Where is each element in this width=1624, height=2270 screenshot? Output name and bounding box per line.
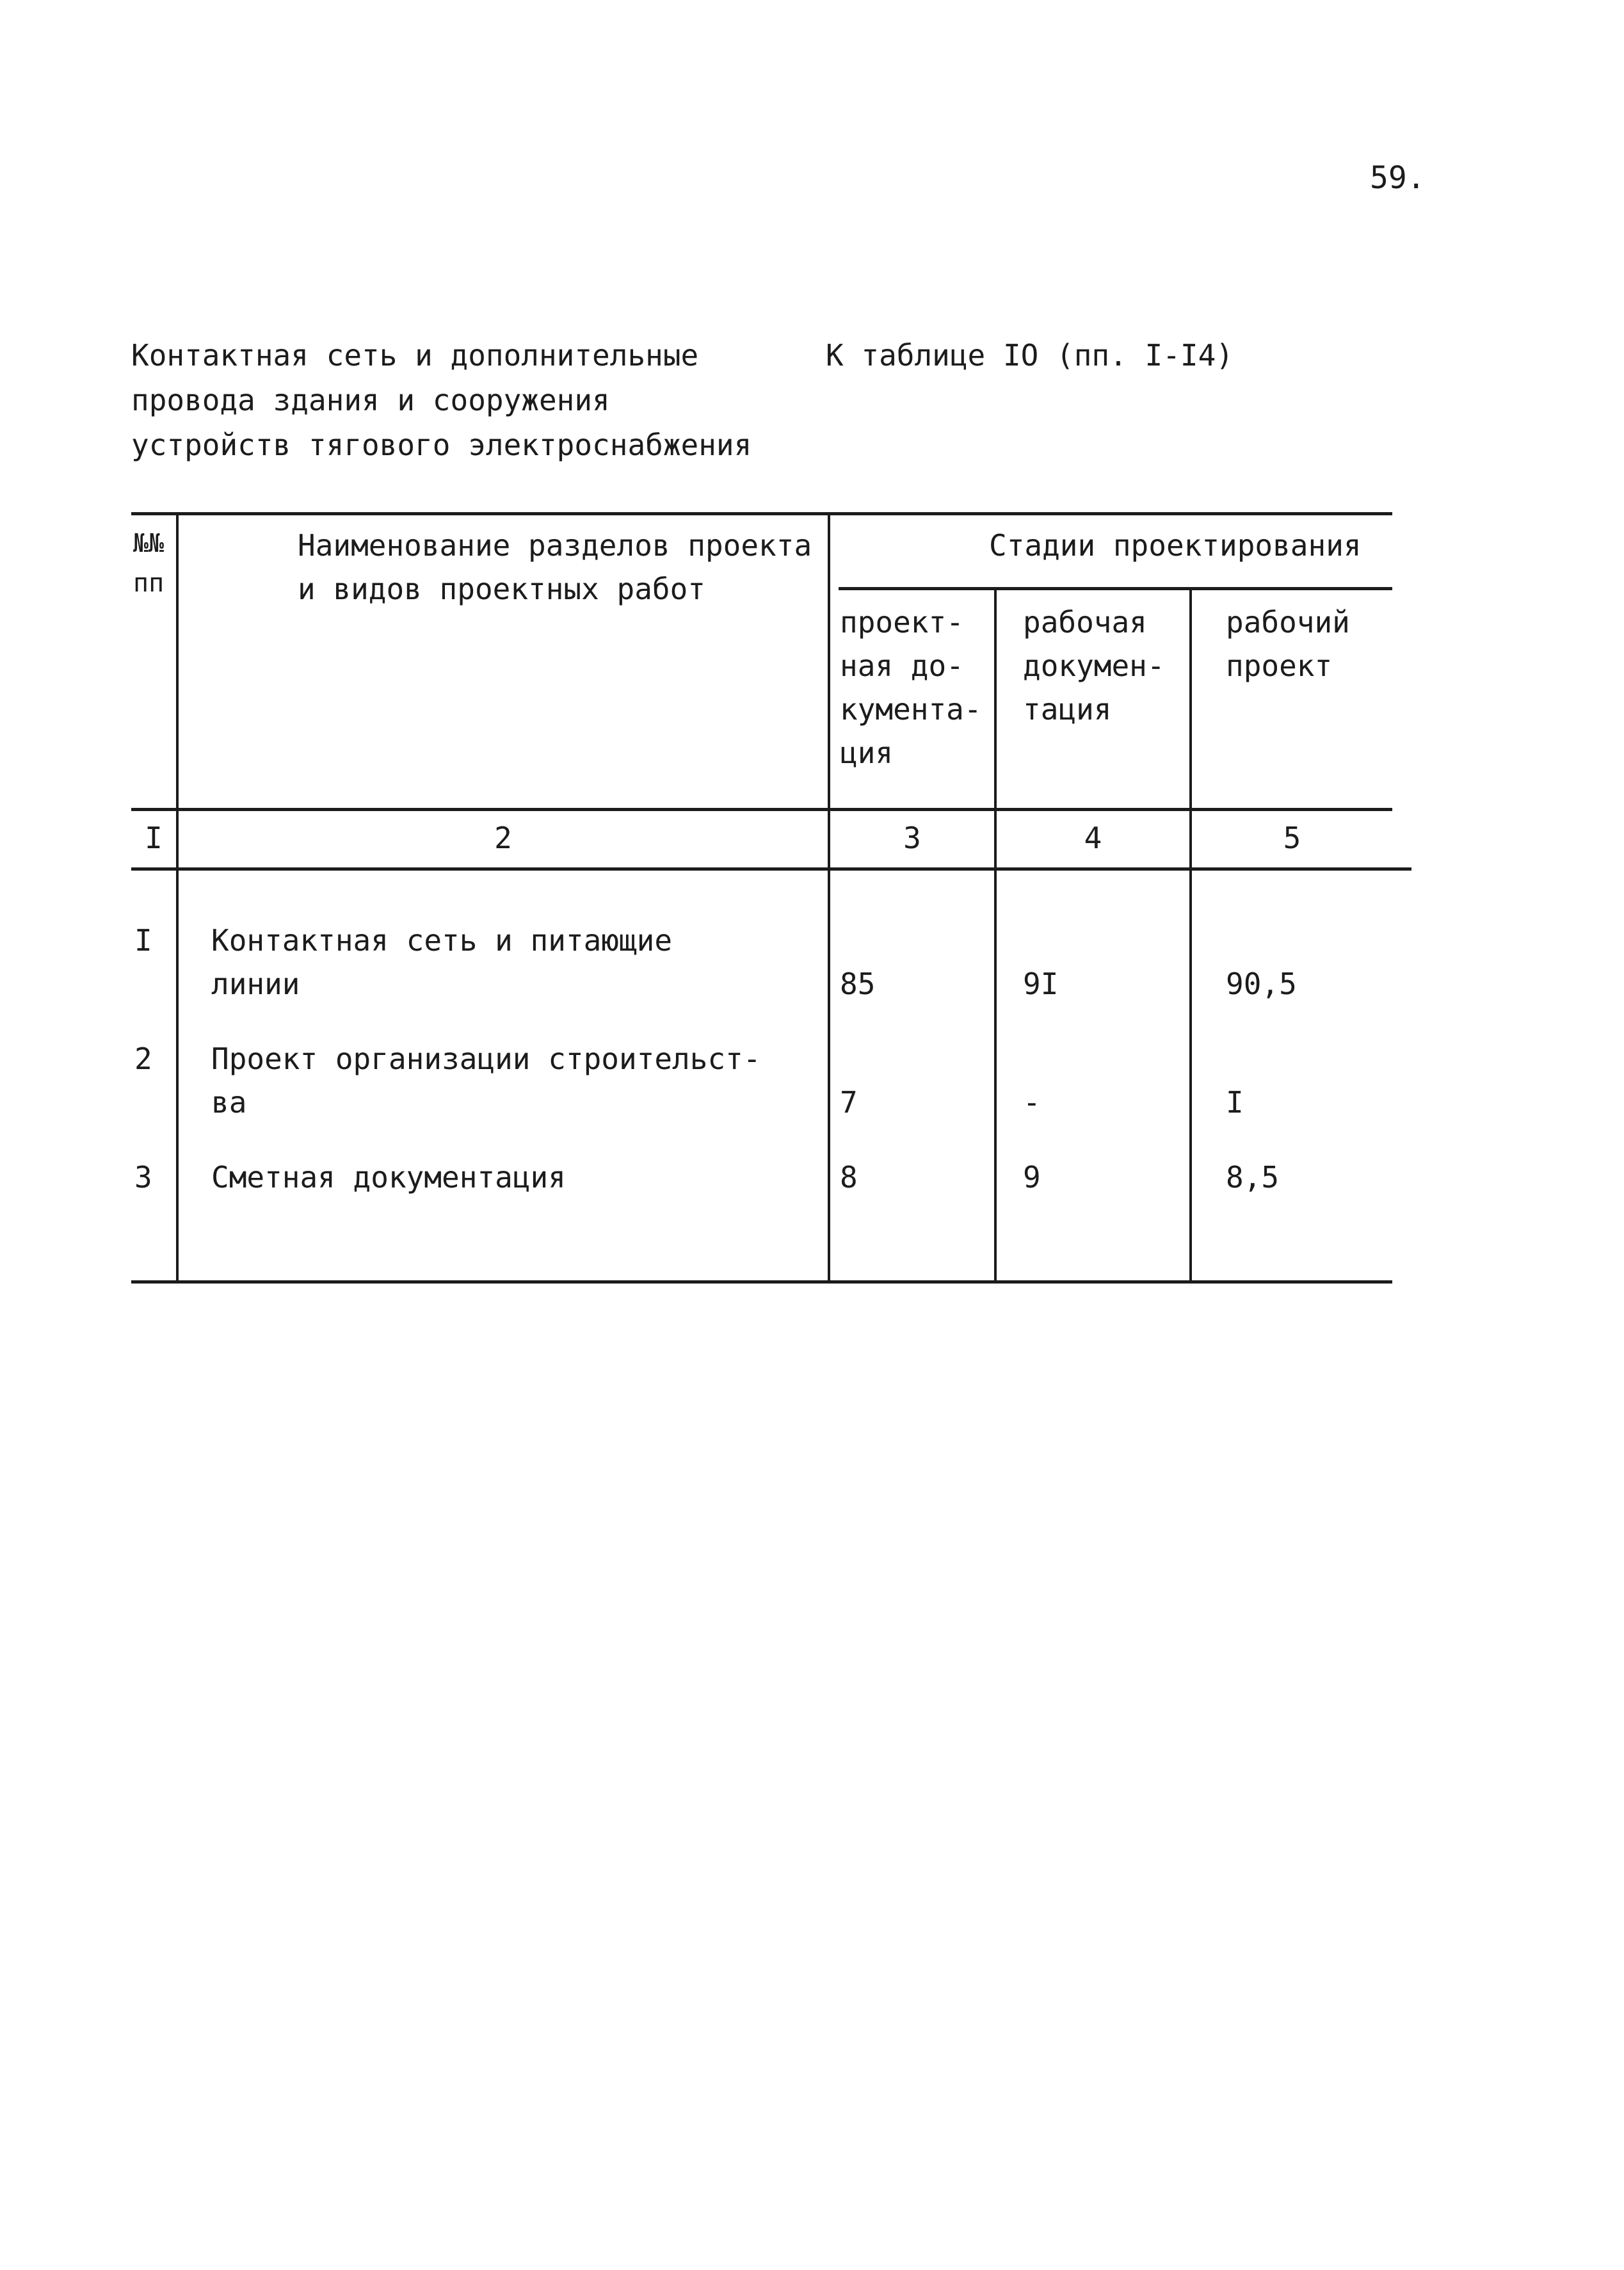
header-name: Наименование разделов проекта и видов проектных работ	[298, 528, 812, 606]
column-divider	[1189, 589, 1192, 1280]
header-no: №№ пп	[133, 529, 165, 598]
header-col5: рабочий проект	[1226, 605, 1350, 683]
heading-line: устройств тягового электроснабжения	[131, 428, 752, 462]
column-divider	[994, 589, 997, 1280]
header-col3: проект- ная до- кумента- ция	[840, 605, 982, 770]
row-value-col5: 90,5	[1226, 967, 1297, 1001]
row-value-col4: 9	[1023, 1160, 1041, 1195]
heading-line: Контактная сеть и дополнительные	[131, 338, 699, 373]
row-number: I	[134, 923, 152, 958]
column-number: 2	[494, 821, 512, 855]
row-value-col4: 9I	[1023, 967, 1059, 1001]
row-name: Сметная документация	[211, 1160, 566, 1195]
header-bottom-rule	[131, 808, 1392, 811]
table-bottom-rule	[131, 1280, 1392, 1284]
row-value-col5: I	[1226, 1085, 1244, 1120]
stages-divider-rule	[839, 587, 1392, 590]
row-name: Контактная сеть и питающие линии	[211, 923, 673, 1001]
table-top-rule	[131, 512, 1392, 515]
column-number: 5	[1283, 821, 1301, 855]
table-reference: К таблице IO (пп. I-I4)	[826, 338, 1234, 373]
row-value-col3: 8	[840, 1160, 858, 1195]
row-name: Проект организации строительст- ва	[211, 1042, 761, 1120]
page-number: 59.	[1370, 160, 1426, 196]
column-numbers-rule	[131, 867, 1411, 871]
row-value-col4: -	[1023, 1085, 1041, 1120]
column-divider	[176, 515, 179, 1280]
row-number: 2	[134, 1042, 152, 1076]
column-divider	[828, 515, 830, 1280]
row-value-col3: 85	[840, 967, 876, 1001]
heading-line: провода здания и сооружения	[131, 383, 610, 417]
column-number: 3	[903, 821, 921, 855]
column-number: 4	[1084, 821, 1102, 855]
header-col4: рабочая докумен- тация	[1023, 605, 1165, 727]
header-stages-title: Стадии проектирования	[989, 528, 1362, 563]
row-value-col5: 8,5	[1226, 1160, 1280, 1195]
row-number: 3	[134, 1160, 152, 1195]
column-number: I	[145, 821, 163, 855]
row-value-col3: 7	[840, 1085, 858, 1120]
